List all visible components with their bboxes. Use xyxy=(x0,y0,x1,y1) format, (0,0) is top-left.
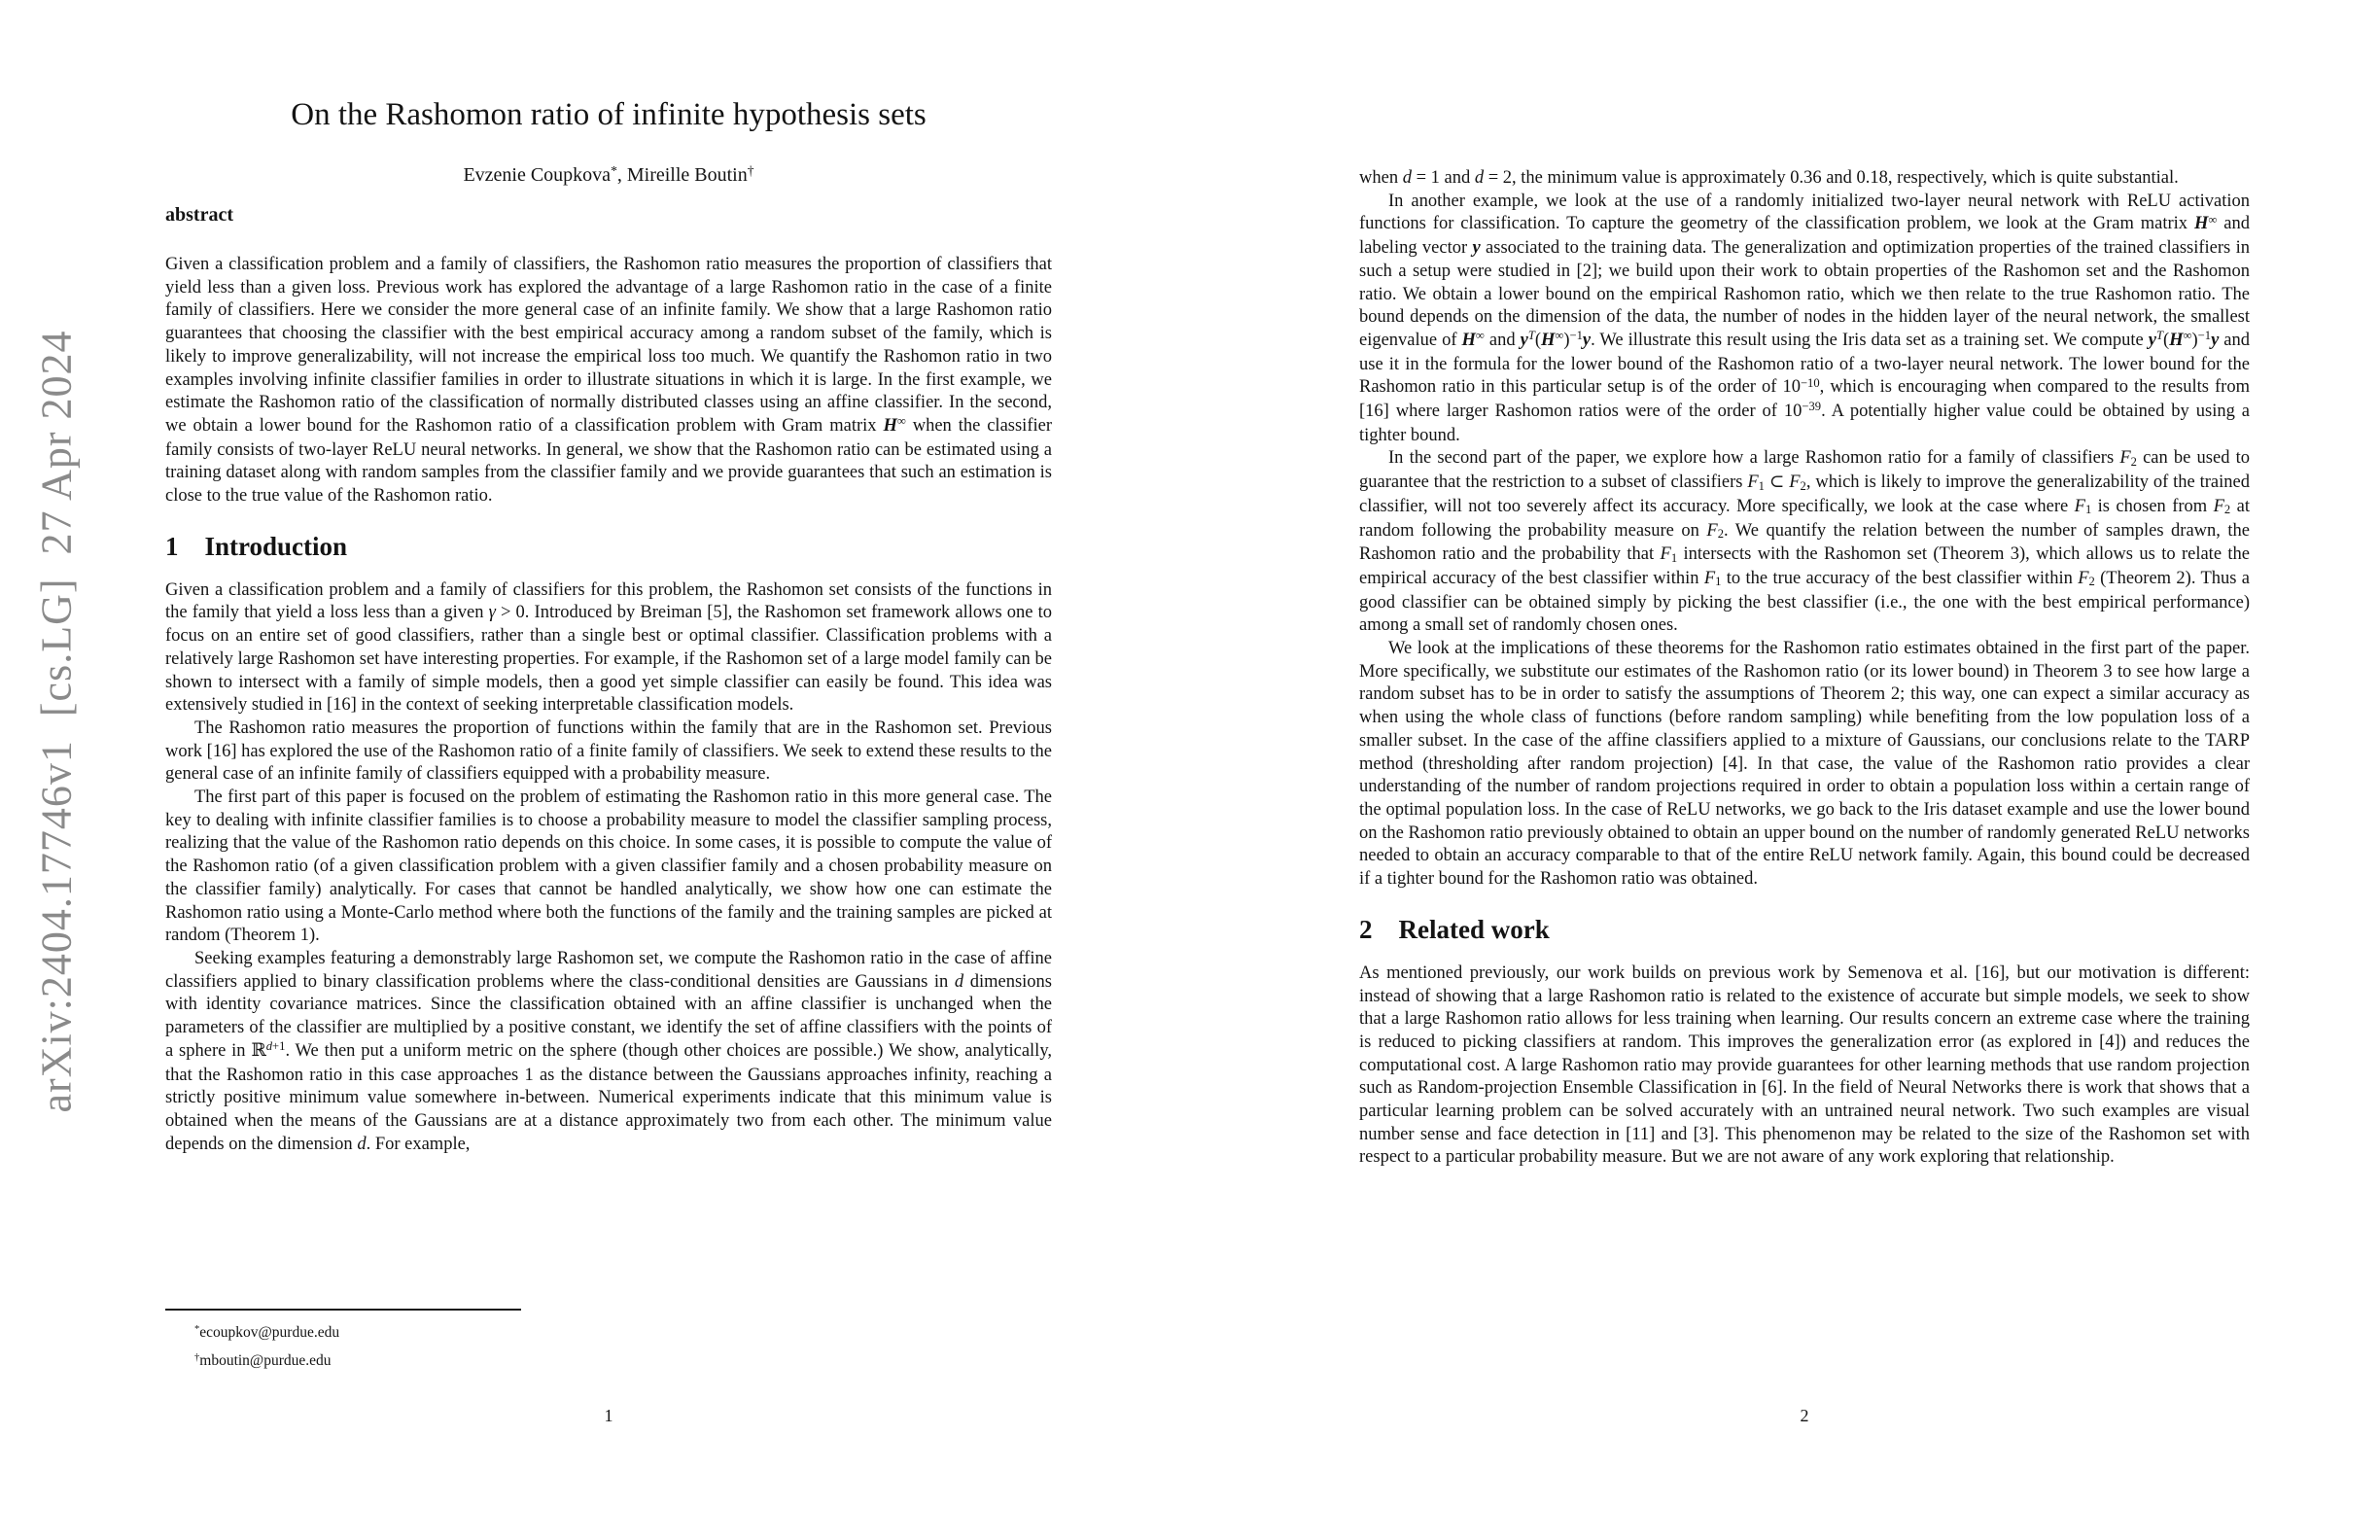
section-1-title: Introduction xyxy=(204,531,348,561)
paragraph-implications: We look at the implications of these theorems for the Rashomon ratio estimates obtained in the first part of the paper. More specifically, we substitute our estimates of the Rashomon ratio (or its lower bound) in Theorem 3 to see how large a random subset has to be in order to satisfy the assumptions of Theorem 2; this way, one can expect a similar accuracy as when using the whole class of functions (before random sampling) while benefiting from the low population loss of a smaller subset. In the case of the affine classifiers applied to a mixture of Gaussians, our conclusions relate to the TARP method (thresholding after random projection) [4]. In that case, the value of the Rashomon ratio provides a clear understanding of the number of random projections required in order to obtain a population loss within a certain range of the optimal population loss. In the case of ReLU networks, we go back to the Iris dataset example and use the lower bound on the Rashomon ratio previously obtained to obtain an upper bound on the number of randomly generated ReLU networks needed to obtain an accuracy comparable to that of the entire ReLU network family. Again, this bound could be decreased if a tighter bound for the Rashomon ratio was obtained. xyxy=(1359,639,2250,890)
paper-title: On the Rashomon ratio of infinite hypothesis sets xyxy=(291,97,927,132)
section-1-heading xyxy=(165,532,1052,562)
arxiv-watermark: arXiv:2404.17746v1 [cs.LG] 27 Apr 2024 xyxy=(32,330,81,1113)
paragraph-second-part: In the second part of the paper, we explore how a large Rashomon ratio for a family of classifiers F2 can be used to guarantee that the restriction to a subset of classifiers F1 ⊂ F2, which is likely to improve the generalizability of the trained classifier, will not too severely affect its accuracy. More specifically, we look at the case where F1 is chosen from F2 at random following the probability measure on F2. We quantify the relation between the number of samples drawn, the Rashomon ratio and the probability that F1 intersects with the Rashomon set (Theorem 3), which allows us to relate the empirical accuracy of the best classifier within F1 to the true accuracy of the best classifier within F2 (Theorem 2). Thus a good classifier can be obtained simply by picking the best classifier (i.e., the one with the best empirical performance) among a small set of randomly chosen ones. xyxy=(1359,448,2251,636)
page-1 xyxy=(165,0,1052,1540)
section-1-number: 1 xyxy=(165,531,179,561)
related-work-paragraph: As mentioned previously, our work builds on previous work by Semenova et al. [16], but our motivation is different: instead of showing that a large Rashomon ratio is related to the existence of accurate but simple models, we seek to show that a large Rashomon ratio allows for less training when learning. Our results concern an extreme case where the training is reduced to picking classifiers at random. This improves the generalization error (as explored in [4]) and reduces the computational cost. A large Rashomon ratio may provide guarantees for other learning methods that use random projection such as Random-projection Ensemble Classification in [6]. In the field of Neural Networks there is work that shows that a particular learning problem can be solved accurately with an untrained neural network. Two such examples are visual number sense and face detection in [11] and [3]. This phenomenon may be related to the size of the Rashomon set with respect to a particular probability measure. But we are not aware of any work exploring that relationship. xyxy=(1359,962,2250,1168)
footnote-rule xyxy=(165,1309,521,1311)
abstract-heading: abstract xyxy=(165,204,233,226)
intro-paragraph-2: The Rashomon ratio measures the proportion of functions within the family that are in the Rashomon set. Previous work [16] has explored the use of the Rashomon ratio of a finite family of classifiers. We seek to extend these results to the general case of an infinite family of classifiers equipped with a probability measure. xyxy=(165,718,1052,785)
intro-paragraph-4: Seeking examples featuring a demonstrably large Rashomon set, we compute the Rashomon ratio in the case of affine classifiers applied to binary classification problems where the class-conditional densities are Gaussians in d dimensions with identity covariance matrices. Since the classification obtained with an affine classifier is unchanged when the parameters of the classifier are multiplied by a positive constant, we identify the set of affine classifiers with the points of a sphere in ℝ$^{d+1}$. We then put a uniform metric on the sphere (though other choices are possible.) We show, analytically, that the Rashomon ratio in this case approaches 1 as the distance between the Gaussians approaches infinity, reaching a strictly positive minimum value somewhere in-between. Numerical experiments indicate that this minimum value is obtained when the means of the Gaussians are at a distance approximately two from each other. The minimum value depends on the dimension d. For example, xyxy=(165,948,1052,1154)
page-number-2: 2 xyxy=(1800,1406,1809,1425)
authors-line: Evzenie Coupkova*, Mireille Boutin† xyxy=(463,162,754,186)
footnote-author-2-email: †mboutin@purdue.edu xyxy=(194,1352,332,1369)
paragraph-relu-example: In another example, we look at the use of a randomly initialized two-layer neural network with ReLU activation functions for classification. To capture the geometry of the classification problem, we look at the Gram matrix H∞ and labeling vector y associated to the training data. The generalization and optimization properties of the trained classifiers in such a setup were studied in [2]; we build upon their work to obtain properties of the Rashomon set and the Rashomon ratio. We obtain a lower bound on the empirical Rashomon ratio, which we then relate to the true Rashomon ratio. The bound depends on the dimension of the data, the number of nodes in the hidden layer of the neural network, the smallest eigenvalue of H∞ and $y^T(H^\infty)^{-1}y$. We illustrate this result using the Iris data set as a training set. We compute $y^T(H^\infty)^{-1}y$ and use it in the formula for the lower bound of the Rashomon ratio of a two-layer neural network. The lower bound for the Rashomon ratio in this particular setup is of the order of $10^{-10}$, which is encouraging when compared to the results from [16] where larger Rashomon ratios were of the order of $10^{-39}$. A potentially higher value could be obtained by using a tighter bound. xyxy=(1359,191,2250,445)
page-number-1: 1 xyxy=(604,1406,613,1425)
section-2-title: Related work xyxy=(1398,914,1550,944)
abstract-text: Given a classification problem and a family of classifiers, the Rashomon ratio measures the proportion of classifiers that yield less than a given loss. Previous work has explored the advantage of a large Rashomon ratio in the case of a finite family of classifiers. Here we consider the more general case of an infinite family. We show that a large Rashomon ratio guarantees that choosing the classifier with the best empirical accuracy among a random subset of the family, which is likely to improve generalizability, will not increase the empirical loss too much. We quantify the Rashomon ratio in two examples involving infinite classifier families in order to illustrate situations in which it is large. In the first example, we estimate the Rashomon ratio of the classification of normally distributed classes using an affine classifier. In the second, we obtain a lower bound for the Rashomon ratio of a classification problem with Gram matrix H∞ when the classifier family consists of two-layer ReLU neural networks. In general, we show that the Rashomon ratio can be estimated using a training dataset along with random samples from the classifier family and we provide guarantees that such an estimation is close to the true value of the Rashomon ratio. xyxy=(165,255,1052,507)
section-2-heading xyxy=(1359,915,2250,945)
page-2 xyxy=(1359,0,2250,1540)
footnote-author-1-email: *ecoupkov@purdue.edu xyxy=(194,1324,340,1341)
section-2-number: 2 xyxy=(1359,914,1373,944)
intro-paragraph-3: The first part of this paper is focused on the problem of estimating the Rashomon ratio in this more general case. The key to dealing with infinite classifier families is to choose a probability measure to model the classifier sampling process, realizing that the value of the Rashomon ratio depends on this choice. In some cases, it is possible to compute the value of the Rashomon ratio (of a given classification problem with a given classifier family and a chosen probability measure on the classifier family) analytically. For cases that cannot be handled analytically, we show how one can estimate the Rashomon ratio using a Monte-Carlo method where both the functions of the family and the training samples are picked at random (Theorem 1). xyxy=(165,788,1052,946)
footnote-area xyxy=(165,1309,1052,1376)
intro-paragraph-1: Given a classification problem and a family of classifiers for this problem, the Rashomon set consists of the functions in the family that yield a loss less than a given γ > 0. Introduced by Breiman [5], the Rashomon set framework allows one to focus on an entire set of good classifiers, rather than a single best or optimal classifier. Classification problems with a relatively large Rashomon set have interesting properties. For example, if the Rashomon set of a large model family can be shown to intersect with a family of simple models, then a good yet simple classifier can easily be found. This idea was extensively studied in [16] in the context of seeking interpretable classification models. xyxy=(165,579,1052,716)
paragraph-continuation: when d = 1 and d = 2, the minimum value is approximately 0.36 and 0.18, respectively, which is quite substantial. xyxy=(1359,168,2179,188)
